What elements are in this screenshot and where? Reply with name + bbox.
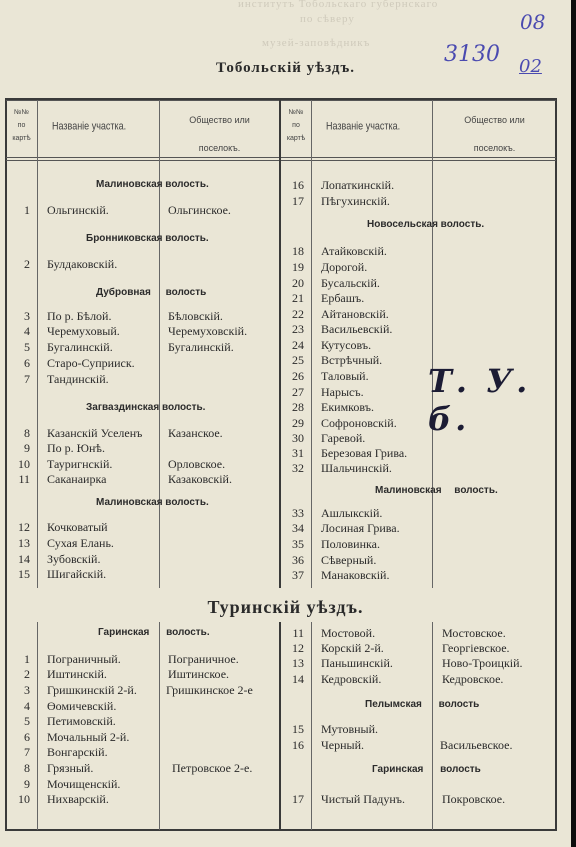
column-rule <box>279 622 281 830</box>
volost-heading: Малиновская волость. <box>96 179 209 190</box>
community-name: Гришкинское 2-е <box>166 683 253 697</box>
header-name: Названіе участка. <box>52 120 127 132</box>
plot-name: Кедровскій. <box>321 672 382 686</box>
community-name: Орловское. <box>168 457 226 471</box>
header-name: Названіе участка. <box>326 120 401 132</box>
volost-heading: Малиновская волость. <box>375 485 498 496</box>
plot-name: Лосиная Грива. <box>321 521 400 535</box>
row-number: 7 <box>24 372 30 386</box>
row-number: 1 <box>24 652 30 666</box>
row-number: 35 <box>292 537 304 551</box>
row-number: 33 <box>292 506 304 520</box>
row-number: 20 <box>292 276 304 290</box>
plot-name: Таловый. <box>321 369 369 383</box>
row-number: 28 <box>292 400 304 414</box>
plot-name: Дорогой. <box>321 260 368 274</box>
stamp-line: институтъ Тобольскаго губернскаго <box>238 0 439 10</box>
plot-name: Мочищенскій. <box>47 777 121 791</box>
community-name: Черемуховскій. <box>168 324 248 338</box>
plot-name: Бугалинскій. <box>47 340 113 354</box>
row-number: 12 <box>18 520 30 534</box>
row-number: 9 <box>24 441 30 455</box>
row-number: 37 <box>292 568 304 582</box>
header-obshch: Общество или поселокъ. <box>189 115 250 153</box>
community-name: Казанское. <box>168 426 223 440</box>
row-number: 26 <box>292 369 304 383</box>
community-name: Петровское 2-е. <box>172 761 253 775</box>
plot-name: Черный. <box>321 738 365 752</box>
community-name: Бугалинскій. <box>168 340 234 354</box>
community-name: Ольгинское. <box>168 203 231 217</box>
row-number: 15 <box>18 567 30 581</box>
community-name: Пограничное. <box>168 652 239 666</box>
column-rule <box>311 100 312 588</box>
row-number: 15 <box>292 722 304 736</box>
row-number: 10 <box>18 457 30 471</box>
row-number: 14 <box>18 552 30 566</box>
plot-name: Старо-Суприиск. <box>47 356 135 370</box>
row-number: 5 <box>24 340 30 354</box>
plot-name: Екимковъ. <box>321 400 374 414</box>
community-name: Кедровское. <box>442 672 504 686</box>
row-number: 9 <box>24 777 30 791</box>
plot-name: Лопаткинскій. <box>321 178 395 192</box>
plot-name: Мочальный 2-й. <box>47 730 130 744</box>
plot-name: Мутовный. <box>321 722 379 736</box>
plot-name: Мостовой. <box>321 626 376 640</box>
row-number: 16 <box>292 738 304 752</box>
row-number: 2 <box>24 257 30 271</box>
plot-name: Гришкинскій 2-й. <box>47 683 137 697</box>
plot-name: Сѣверный. <box>321 553 377 567</box>
row-number: 24 <box>292 338 304 352</box>
plot-name: По р. Юнѣ. <box>47 441 105 455</box>
volost-heading: Пелымская волость <box>365 699 480 710</box>
plot-name: Манаковскій. <box>321 568 390 582</box>
row-number: 17 <box>292 194 304 208</box>
plot-name: Иштинскій. <box>47 667 107 681</box>
row-number: 11 <box>292 626 304 640</box>
row-number: 31 <box>292 446 304 460</box>
row-number: 30 <box>292 431 304 445</box>
row-number: 1 <box>24 203 30 217</box>
column-rule <box>37 622 38 830</box>
header-divider <box>6 100 556 101</box>
plot-name: Петимовскій. <box>47 714 116 728</box>
header-num: №№ по картѣ <box>286 109 306 142</box>
row-number: 14 <box>292 672 304 686</box>
community-name: Казаковскій. <box>168 472 232 486</box>
row-number: 19 <box>292 260 304 274</box>
volost-heading: Бронниковская волость. <box>86 233 209 244</box>
row-number: 13 <box>18 536 30 550</box>
column-rule <box>37 100 38 588</box>
handwritten-suffix: 02 <box>519 56 542 77</box>
plot-name: Атайковскій. <box>321 244 387 258</box>
plot-name: Тауригнскій. <box>47 457 113 471</box>
plot-name: Тандинскій. <box>47 372 109 386</box>
row-number: 27 <box>292 385 304 399</box>
plot-name: Паньшинскій. <box>321 656 393 670</box>
row-number: 3 <box>24 683 30 697</box>
row-number: 34 <box>292 521 304 535</box>
community-name: Бѣловскій. <box>168 309 223 323</box>
plot-name: Өомичевскій. <box>47 699 117 713</box>
row-number: 18 <box>292 244 304 258</box>
volost-heading: Малиновская волость. <box>96 497 209 508</box>
row-number: 6 <box>24 730 30 744</box>
row-number: 4 <box>24 699 30 713</box>
column-rule <box>432 100 433 588</box>
plot-name: Сухая Елань. <box>47 536 114 550</box>
row-number: 21 <box>292 291 304 305</box>
plot-name: Бусальскій. <box>321 276 380 290</box>
plot-name: Шигайскій. <box>47 567 107 581</box>
row-number: 32 <box>292 461 304 475</box>
row-number: 36 <box>292 553 304 567</box>
column-rule <box>159 100 160 588</box>
row-number: 29 <box>292 416 304 430</box>
plot-name: Ашлыкскій. <box>321 506 383 520</box>
row-number: 17 <box>292 792 304 806</box>
row-number: 6 <box>24 356 30 370</box>
stamp-line: по сѣверу <box>300 13 355 25</box>
plot-name: Нарысъ. <box>321 385 364 399</box>
volost-heading: Гаринская волость. <box>98 627 210 638</box>
column-rule <box>432 622 433 830</box>
community-name: Георгіевское. <box>442 641 510 655</box>
plot-name: Половинка. <box>321 537 380 551</box>
row-number: 22 <box>292 307 304 321</box>
section-title: Тобольскій уѣздъ. <box>216 60 355 76</box>
plot-name: Софроновскій. <box>321 416 397 430</box>
plot-name: Встрѣчный. <box>321 353 383 367</box>
handwritten-number: 3130 <box>444 42 500 67</box>
community-name: Ново-Троицкій. <box>442 656 523 670</box>
plot-name: Ербашъ. <box>321 291 365 305</box>
row-number: 16 <box>292 178 304 192</box>
handwritten-page-number: 08 <box>520 10 546 34</box>
community-name: Мостовское. <box>442 626 506 640</box>
column-rule <box>279 100 281 588</box>
plot-name: Гаревой. <box>321 431 366 445</box>
row-number: 2 <box>24 667 30 681</box>
community-name: Васильевское. <box>440 738 513 752</box>
row-number: 23 <box>292 322 304 336</box>
volost-heading: Загваздинская волость. <box>86 402 206 413</box>
plot-name: Зубовскій. <box>47 552 101 566</box>
plot-name: Васильевскій. <box>321 322 393 336</box>
plot-name: Пограничный. <box>47 652 121 666</box>
plot-name: Пѣгухинскій. <box>321 194 390 208</box>
plot-name: Березовая Грива. <box>321 446 408 460</box>
row-number: 11 <box>18 472 30 486</box>
row-number: 5 <box>24 714 30 728</box>
row-number: 8 <box>24 426 30 440</box>
volost-heading: Дубровная волость <box>96 287 207 298</box>
plot-name: Айтановскій. <box>321 307 389 321</box>
row-number: 25 <box>292 353 304 367</box>
row-number: 3 <box>24 309 30 323</box>
plot-name: Кутусовъ. <box>321 338 372 352</box>
community-name: Иштинское. <box>168 667 230 681</box>
header-obshch: Общество или поселокъ. <box>464 115 525 153</box>
row-number: 4 <box>24 324 30 338</box>
handwritten-margin-note: Т. У. б. <box>428 362 532 438</box>
row-number: 12 <box>292 641 304 655</box>
plot-name: Булдаковскій. <box>47 257 118 271</box>
row-number: 13 <box>292 656 304 670</box>
plot-name: Грязный. <box>47 761 94 775</box>
plot-name: Ольгинскій. <box>47 203 109 217</box>
row-number: 8 <box>24 761 30 775</box>
header-num: №№ по картѣ <box>12 109 31 142</box>
plot-name: Нихварскій. <box>47 792 109 806</box>
plot-name: Вонгарскій. <box>47 745 108 759</box>
volost-heading: Новосельская волость. <box>367 219 485 230</box>
column-rule <box>311 622 312 830</box>
scan-edge <box>571 0 576 847</box>
plot-name: Черемуховый. <box>47 324 120 338</box>
plot-name: Чистый Падунъ. <box>321 792 405 806</box>
plot-name: Кочковатый <box>47 520 108 534</box>
plot-name: Казанскій Уселенъ <box>47 426 143 440</box>
column-rule <box>159 622 160 830</box>
plot-name: По р. Бѣлой. <box>47 309 112 323</box>
stamp-line: музей-заповѣдникъ <box>262 37 371 49</box>
plot-name: Корскій 2-й. <box>321 641 384 655</box>
community-name: Покровское. <box>442 792 506 806</box>
plot-name: Шальчинскій. <box>321 461 392 475</box>
volost-heading: Гаринская волость <box>372 764 481 775</box>
plot-name: Саканаирка <box>47 472 107 486</box>
row-number: 7 <box>24 745 30 759</box>
row-number: 10 <box>18 792 30 806</box>
section-title: Туринскій уѣздъ. <box>207 597 364 617</box>
